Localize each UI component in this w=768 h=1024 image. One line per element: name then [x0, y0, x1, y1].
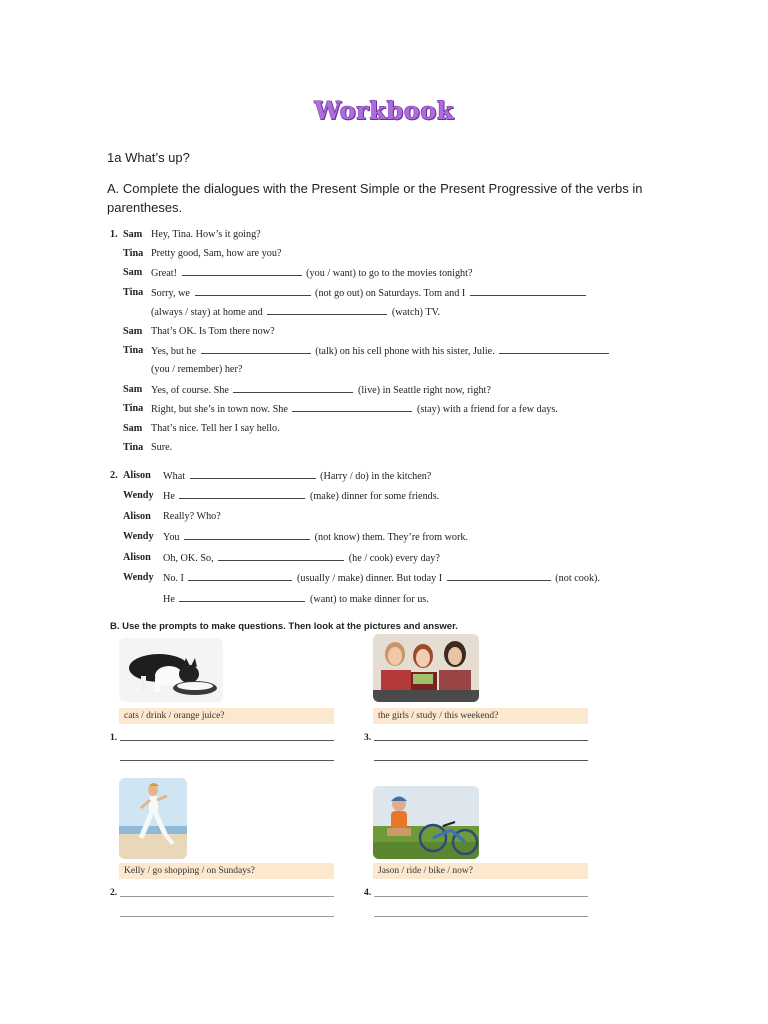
workbook-title: Workbook [314, 96, 454, 125]
line-text: Yes, of course. She [151, 385, 229, 396]
speaker: Sam [123, 326, 143, 337]
line-text: (not cook). [555, 573, 600, 584]
answer-blank[interactable] [470, 286, 586, 296]
boy-with-bike-icon [373, 786, 479, 859]
speaker: Tina [123, 287, 144, 298]
line-text: That’s OK. Is Tom there now? [151, 326, 275, 337]
line-text: No. I [163, 573, 184, 584]
line-text: Sorry, we [151, 288, 190, 299]
speaker: Sam [123, 229, 143, 240]
answer-blank[interactable] [188, 571, 292, 581]
cat-drinking-icon [119, 638, 223, 702]
speaker: Sam [123, 267, 143, 278]
section-heading: 1a What’s up? [107, 150, 190, 165]
speaker: Wendy [123, 531, 154, 542]
line-text: (always / stay) at home and [151, 307, 263, 318]
instruction-b: B. Use the prompts to make questions. Then look at the pictures and answer. [110, 621, 458, 632]
speaker: Wendy [123, 490, 154, 501]
answer-blank[interactable] [190, 469, 316, 479]
speaker: Tina [123, 345, 144, 356]
line-text: (watch) TV. [391, 307, 441, 318]
prompt-2: Kelly / go shopping / on Sundays? [119, 863, 334, 879]
prompt-1: cats / drink / orange juice? [119, 708, 334, 724]
line-text: He [163, 594, 175, 605]
line-text: (make) dinner for some friends. [309, 491, 440, 502]
line-text: (not know) them. They’re from work. [314, 532, 469, 543]
answer-blank[interactable] [218, 551, 344, 561]
answer-line-4a[interactable] [374, 896, 588, 897]
answer-blank[interactable] [184, 530, 310, 540]
answer-line-4b[interactable] [374, 916, 588, 917]
answer-blank[interactable] [233, 383, 353, 393]
line-text: (stay) with a friend for a few days. [416, 404, 558, 415]
line-text: (you / remember) her? [151, 364, 243, 375]
line-text: (usually / make) dinner. But today I [297, 573, 443, 584]
prompt-3: the girls / study / this weekend? [373, 708, 588, 724]
dialogue-number: 1. [110, 229, 118, 240]
line-text: He [163, 491, 175, 502]
answer-blank[interactable] [179, 489, 305, 499]
answer-blank[interactable] [195, 286, 311, 296]
speaker: Tina [123, 248, 144, 259]
line-text: Yes, but he [151, 346, 197, 357]
line-text: Sure. [151, 442, 173, 453]
answer-line-3b[interactable] [374, 760, 588, 761]
answer-blank[interactable] [179, 592, 305, 602]
speaker: Tina [123, 403, 144, 414]
answer-blank[interactable] [201, 344, 311, 354]
line-text: What [163, 471, 186, 482]
dialogue-number: 2. [110, 470, 118, 481]
answer-blank[interactable] [447, 571, 551, 581]
line-text: (he / cook) every day? [348, 553, 440, 564]
speaker: Wendy [123, 572, 154, 583]
cat-picture [119, 638, 223, 702]
answer-line-1b[interactable] [120, 760, 334, 761]
instruction-a: A. Complete the dialogues with the Present Simple or the Present Progressive of the verbs in parentheses. [107, 181, 643, 215]
speaker: Alison [123, 470, 151, 481]
line-text: Great! [151, 268, 178, 279]
answer-blank[interactable] [499, 344, 609, 354]
three-girls-icon [373, 634, 479, 702]
line-text: Hey, Tina. How’s it going? [151, 229, 261, 240]
speaker: Alison [123, 511, 151, 522]
line-text: (want) to make dinner for us. [309, 594, 429, 605]
answer-line-2a[interactable] [120, 896, 334, 897]
line-text: That’s nice. Tell her I say hello. [151, 423, 280, 434]
line-text: (Harry / do) in the kitchen? [320, 471, 432, 482]
answer-line-1a[interactable] [120, 740, 334, 741]
speaker: Tina [123, 442, 144, 453]
answer-blank[interactable] [182, 266, 302, 276]
woman-jogging-icon [119, 778, 187, 859]
line-text: You [163, 532, 180, 543]
jason-picture [373, 786, 479, 859]
question-number-1: 1. [110, 733, 118, 743]
question-number-3: 3. [364, 733, 372, 743]
question-number-4: 4. [364, 888, 372, 898]
line-text: (not go out) on Saturdays. Tom and I [315, 288, 466, 299]
kelly-picture [119, 778, 187, 859]
speaker: Alison [123, 552, 151, 563]
speaker: Sam [123, 423, 143, 434]
line-text: Right, but she’s in town now. She [151, 404, 288, 415]
line-text: Oh, OK. So, [163, 553, 214, 564]
question-number-2: 2. [110, 888, 118, 898]
answer-blank[interactable] [292, 402, 412, 412]
answer-line-2b[interactable] [120, 916, 334, 917]
girls-picture [373, 634, 479, 702]
answer-line-3a[interactable] [374, 740, 588, 741]
line-text: (talk) on his cell phone with his sister, Julie. [315, 346, 495, 357]
line-text: (you / want) to go to the movies tonight? [306, 268, 473, 279]
line-text: (live) in Seattle right now, right? [358, 385, 491, 396]
line-text: Really? Who? [163, 511, 221, 522]
line-text: Pretty good, Sam, how are you? [151, 248, 282, 259]
answer-blank[interactable] [267, 305, 387, 315]
speaker: Sam [123, 384, 143, 395]
prompt-4: Jason / ride / bike / now? [373, 863, 588, 879]
